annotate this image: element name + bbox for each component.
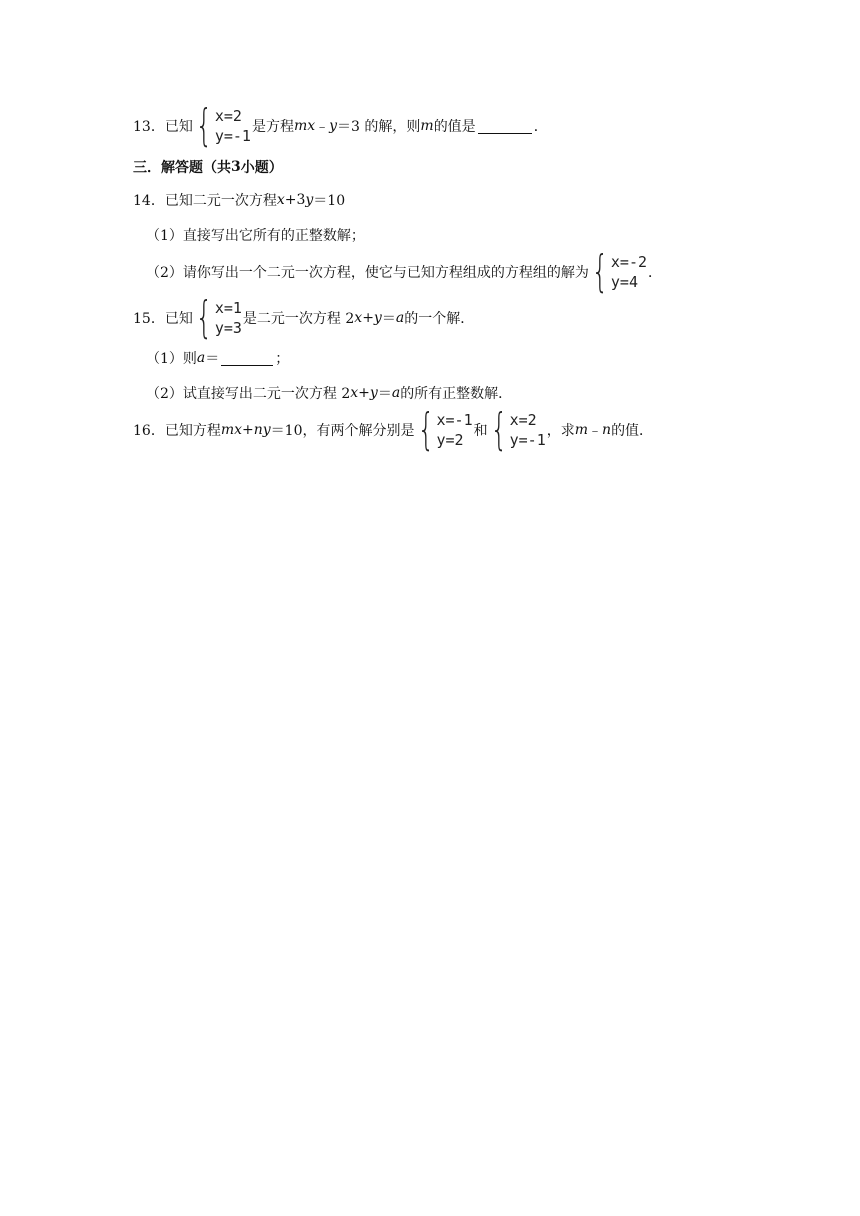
question-text: （2）请你写出一个二元一次方程，使它与已知方程组成的方程组的解为 xyxy=(146,265,589,281)
question-text: 是二元一次方程 2 xyxy=(242,311,355,327)
question-text: ＝10 xyxy=(313,193,346,209)
variable: a xyxy=(196,350,206,366)
question-text: ． xyxy=(648,265,663,281)
brace-icon: { xyxy=(490,404,508,455)
answer-blank xyxy=(478,119,532,134)
variable: m xyxy=(574,422,589,438)
question-text: 是方程 xyxy=(251,119,294,135)
system-x: x=1 xyxy=(214,299,242,317)
question-number: 16． xyxy=(133,423,165,439)
system-y: y=-1 xyxy=(509,431,546,449)
variable: m xyxy=(420,118,434,134)
operator: ﹣ xyxy=(588,423,603,439)
brace-icon: { xyxy=(417,404,434,455)
operator: ＝ xyxy=(205,351,220,367)
variable: a xyxy=(391,385,401,401)
operator: + xyxy=(362,310,374,326)
operator: + xyxy=(358,385,370,401)
question-14-part-1: （1）直接写出它所有的正整数解； xyxy=(146,228,365,244)
answer-blank xyxy=(221,351,273,366)
question-number: 15． xyxy=(133,311,165,327)
system-x: x=-2 xyxy=(610,253,648,271)
question-text: 的一个解． xyxy=(404,311,475,327)
variable: y xyxy=(305,192,314,208)
question-text: 已知 xyxy=(164,119,193,135)
question-text: 和 xyxy=(473,423,488,439)
equation-system xyxy=(590,246,648,297)
question-text: ． xyxy=(533,119,548,135)
operator: ＝ xyxy=(381,311,396,327)
section-heading: 三．解答题（共 3 小题） xyxy=(133,159,283,176)
variable: x xyxy=(276,192,285,208)
question-text: ＝3 的解，则 xyxy=(337,119,421,135)
question-13 xyxy=(133,100,548,151)
question-text: ； xyxy=(275,351,290,367)
operator: ＝ xyxy=(377,386,392,402)
variable: n xyxy=(602,422,612,438)
question-15-part-1 xyxy=(146,348,289,368)
question-text: 的值是 xyxy=(433,119,476,135)
operator: ﹣ xyxy=(315,119,330,135)
variable: x xyxy=(354,310,363,326)
equation-system xyxy=(194,292,242,343)
question-15-part-2 xyxy=(146,383,512,403)
variable: a xyxy=(395,310,405,326)
question-text: 已知方程 xyxy=(164,423,221,439)
brace-icon: { xyxy=(195,100,213,151)
equation-system-1 xyxy=(416,404,473,455)
question-16 xyxy=(133,404,654,455)
question-text: ＝10，有两个解分别是 xyxy=(270,423,415,439)
question-text: 的所有正整数解． xyxy=(400,386,513,402)
operator: +3 xyxy=(284,192,306,208)
system-y: y=3 xyxy=(214,319,242,337)
question-text: 的值． xyxy=(611,423,654,439)
question-text: ，求 xyxy=(546,423,575,439)
variable: ny xyxy=(253,422,271,438)
question-14-part-2 xyxy=(146,246,663,297)
question-14 xyxy=(133,190,345,210)
question-text: 已知 xyxy=(164,311,193,327)
system-x: x=2 xyxy=(214,107,242,125)
variable: mx xyxy=(220,422,242,438)
system-x: x=2 xyxy=(509,411,537,429)
operator: + xyxy=(242,422,254,438)
question-text: 已知二元一次方程 xyxy=(164,193,277,209)
system-y: y=4 xyxy=(610,273,638,291)
variable: y xyxy=(329,118,338,134)
brace-icon: { xyxy=(591,246,609,297)
system-y: y=-1 xyxy=(214,127,251,145)
variable: x xyxy=(350,385,359,401)
variable: y xyxy=(373,310,382,326)
equation-system-2 xyxy=(489,404,546,455)
question-15 xyxy=(133,292,475,343)
brace-icon: { xyxy=(195,292,213,343)
question-number: 14． xyxy=(133,193,165,209)
variable: y xyxy=(369,385,378,401)
variable: mx xyxy=(293,118,316,134)
question-text: （1）则 xyxy=(146,351,197,367)
equation-system xyxy=(194,100,251,151)
system-x: x=-1 xyxy=(436,411,473,429)
system-y: y=2 xyxy=(436,431,464,449)
question-number: 13． xyxy=(133,119,165,135)
question-text: （2）试直接写出二元一次方程 2 xyxy=(146,386,351,402)
